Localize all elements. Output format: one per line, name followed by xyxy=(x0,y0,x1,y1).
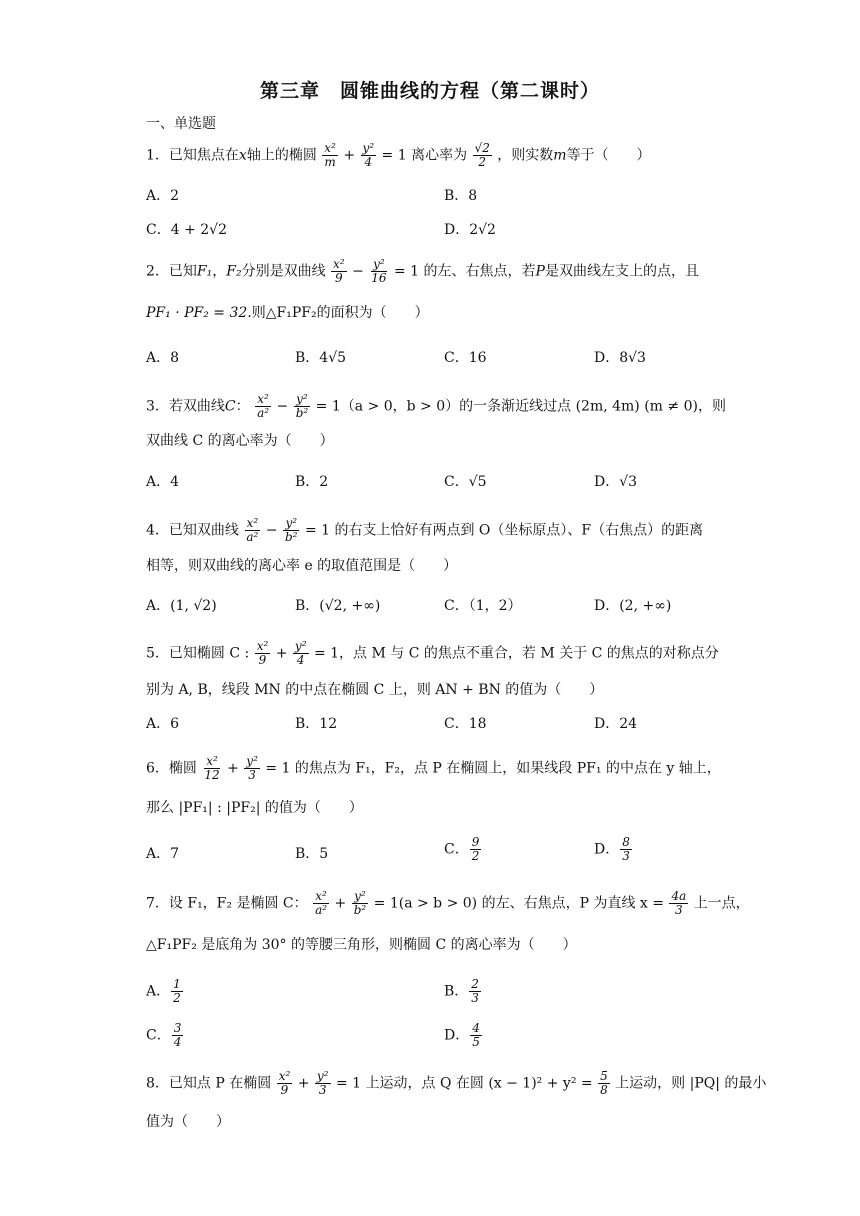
question-7-stem: 7．设 F₁，F₂ 是椭圆 C： $\frac{\text{x²}}{\text{a²}}$ + $\frac{\text{y²}}{\text{b²}}$ = 1(a > b > 0) 的左、右焦点，P 为直线 x = $\frac{4a}{3}$ 上一点， xyxy=(146,889,750,917)
fraction: $\frac{\text{y²}}{3}$ xyxy=(316,1069,329,1097)
fraction: $\frac{4a}{3}$ xyxy=(671,889,687,917)
option-c[interactable]: C．16 xyxy=(444,350,487,366)
option-a[interactable]: A．2 xyxy=(146,188,180,204)
option-d[interactable]: D． $\frac{4}{5}$ xyxy=(444,1021,480,1049)
fraction: $\frac{\text{x²}}{9}$ xyxy=(278,1069,291,1097)
option-c[interactable]: C．（1，2） xyxy=(444,598,522,614)
option-d[interactable]: D．(2, +∞) xyxy=(594,598,672,614)
fraction: $\frac{9}{2}$ xyxy=(471,835,480,863)
option-a[interactable]: A．7 xyxy=(146,846,180,862)
option-c[interactable]: C．18 xyxy=(444,716,487,732)
question-4-stem: 4．已知双曲线 $\frac{\text{x²}}{\text{a²}}$ − $\frac{\text{y²}}{\text{b²}}$ = 1 的右支上恰好有两点到 O（坐标原点）、F（右焦点）的距离 xyxy=(146,516,704,544)
option-c[interactable]: C． $\frac{3}{4}$ xyxy=(146,1021,182,1049)
option-d[interactable]: D．8√3 xyxy=(594,350,646,366)
question-8-stem: 8．已知点 P 在椭圆 $\frac{\text{x²}}{9}$ + $\frac{\text{y²}}{3}$ = 1 上运动，点 Q 在圆 (x − 1)² + y² = $\frac{5}{8}$ 上运动，则 |PQ| 的最小 xyxy=(146,1069,767,1097)
fraction: $\frac{1}{2}$ xyxy=(173,977,181,1005)
fraction: $\frac{\text{y²}}{4}$ xyxy=(362,141,375,169)
fraction: $\frac{\text{x²}}{m}$ xyxy=(324,141,336,169)
option-a[interactable]: A．4 xyxy=(146,474,180,490)
fraction: $\frac{4}{5}$ xyxy=(472,1021,480,1049)
fraction: $\frac{\text{y²}}{4}$ xyxy=(294,639,307,667)
option-a[interactable]: A．8 xyxy=(146,350,180,366)
option-b[interactable]: B．2 xyxy=(295,474,329,490)
question-2-stem-line2: PF₁ · PF₂ = 32.则△F₁PF₂的面积为（ ） xyxy=(146,305,429,321)
fraction: $\frac{\text{y²}}{\text{b²}}$ xyxy=(353,889,367,917)
fraction: $\frac{5}{8}$ xyxy=(600,1069,608,1097)
question-1-stem: 1．已知焦点在x轴上的椭圆 $\frac{\text{x²}}{m}$ + $\frac{\text{y²}}{4}$ = 1 离心率为 $\frac{√2}{2}$ ，则实数m等于（ ） xyxy=(146,141,651,169)
option-a[interactable]: A．(1, √2) xyxy=(146,598,217,614)
question-3-stem: 3．若双曲线C： $\frac{\text{x²}}{\text{a²}}$ − $\frac{\text{y²}}{\text{b²}}$ = 1（a > 0，b > 0）的一条渐近线过点 (2m, 4m) (m ≠ 0)，则 xyxy=(146,392,726,420)
question-8-stem-line2: 值为（ ） xyxy=(146,1114,230,1130)
option-b[interactable]: B．(√2, +∞) xyxy=(295,598,381,614)
option-d[interactable]: D．√3 xyxy=(594,474,638,490)
fraction: $\frac{\text{y²}}{3}$ xyxy=(246,754,258,782)
option-b[interactable]: B． $\frac{2}{3}$ xyxy=(444,977,479,1005)
option-b[interactable]: B．12 xyxy=(295,716,338,732)
fraction: $\frac{√2}{2}$ xyxy=(474,141,490,169)
option-b[interactable]: B．5 xyxy=(295,846,329,862)
question-6-stem-line2: 那么 |PF₁| : |PF₂| 的值为（ ） xyxy=(146,800,363,816)
option-a[interactable]: A． $\frac{1}{2}$ xyxy=(146,977,181,1005)
option-b[interactable]: B．4√5 xyxy=(295,350,347,366)
option-d[interactable]: D． $\frac{8}{3}$ xyxy=(594,835,630,863)
fraction: $\frac{\text{y²}}{\text{b²}}$ xyxy=(284,516,298,544)
question-5-stem-line2: 别为 A, B，线段 MN 的中点在椭圆 C 上，则 AN + BN 的值为（ ） xyxy=(146,682,604,698)
section-heading: 一、单选题 xyxy=(146,116,216,132)
option-c[interactable]: C． $\frac{9}{2}$ xyxy=(444,835,480,863)
question-7-stem-line2: △F₁PF₂ 是底角为 30° 的等腰三角形，则椭圆 C 的离心率为（ ） xyxy=(146,937,577,953)
question-2-stem: 2．已知F₁，F₂分别是双曲线 $\frac{\text{x²}}{9}$ − $\frac{\text{y²}}{16}$ = 1 的左、右焦点，若P是双曲线左支上的点，且 xyxy=(146,257,699,285)
option-b[interactable]: B．8 xyxy=(444,188,478,204)
page-title: 第三章 圆锥曲线的方程（第二课时） xyxy=(259,80,600,102)
fraction: $\frac{8}{3}$ xyxy=(622,835,630,863)
fraction: $\frac{\text{x²}}{\text{a²}}$ xyxy=(246,516,259,544)
fraction: $\frac{\text{x²}}{9}$ xyxy=(256,639,269,667)
question-4-stem-line2: 相等，则双曲线的离心率 e 的取值范围是（ ） xyxy=(146,558,458,574)
fraction: $\frac{3}{4}$ xyxy=(173,1021,182,1049)
option-a[interactable]: A．6 xyxy=(146,716,180,732)
fraction: $\frac{\text{y²}}{16}$ xyxy=(371,257,387,285)
option-c[interactable]: C．√5 xyxy=(444,474,487,490)
fraction: $\frac{\text{x²}}{9}$ xyxy=(333,257,345,285)
fraction: $\frac{2}{3}$ xyxy=(471,977,479,1005)
fraction: $\frac{\text{x²}}{\text{a²}}$ xyxy=(315,889,328,917)
fraction: $\frac{\text{y²}}{\text{b²}}$ xyxy=(295,392,309,420)
question-6-stem: 6．椭圆 $\frac{\text{x²}}{12}$ + $\frac{\text{y²}}{3}$ = 1 的焦点为 F₁，F₂，点 P 在椭圆上，如果线段 PF₁ 的中点在 y 轴上， xyxy=(146,754,721,782)
question-3-stem-line2: 双曲线 C 的离心率为（ ） xyxy=(146,433,334,449)
option-d[interactable]: D．24 xyxy=(594,716,638,732)
option-d[interactable]: D．2√2 xyxy=(444,222,496,238)
question-5-stem: 5．已知椭圆 C : $\frac{\text{x²}}{9}$ + $\frac{\text{y²}}{4}$ = 1，点 M 与 C 的焦点不重合，若 M 关于 C 的焦点的对称点分 xyxy=(146,639,719,667)
fraction: $\frac{\text{x²}}{12}$ xyxy=(204,754,220,782)
fraction: $\frac{\text{x²}}{\text{a²}}$ xyxy=(257,392,270,420)
option-c[interactable]: C．4 + 2√2 xyxy=(146,222,227,238)
